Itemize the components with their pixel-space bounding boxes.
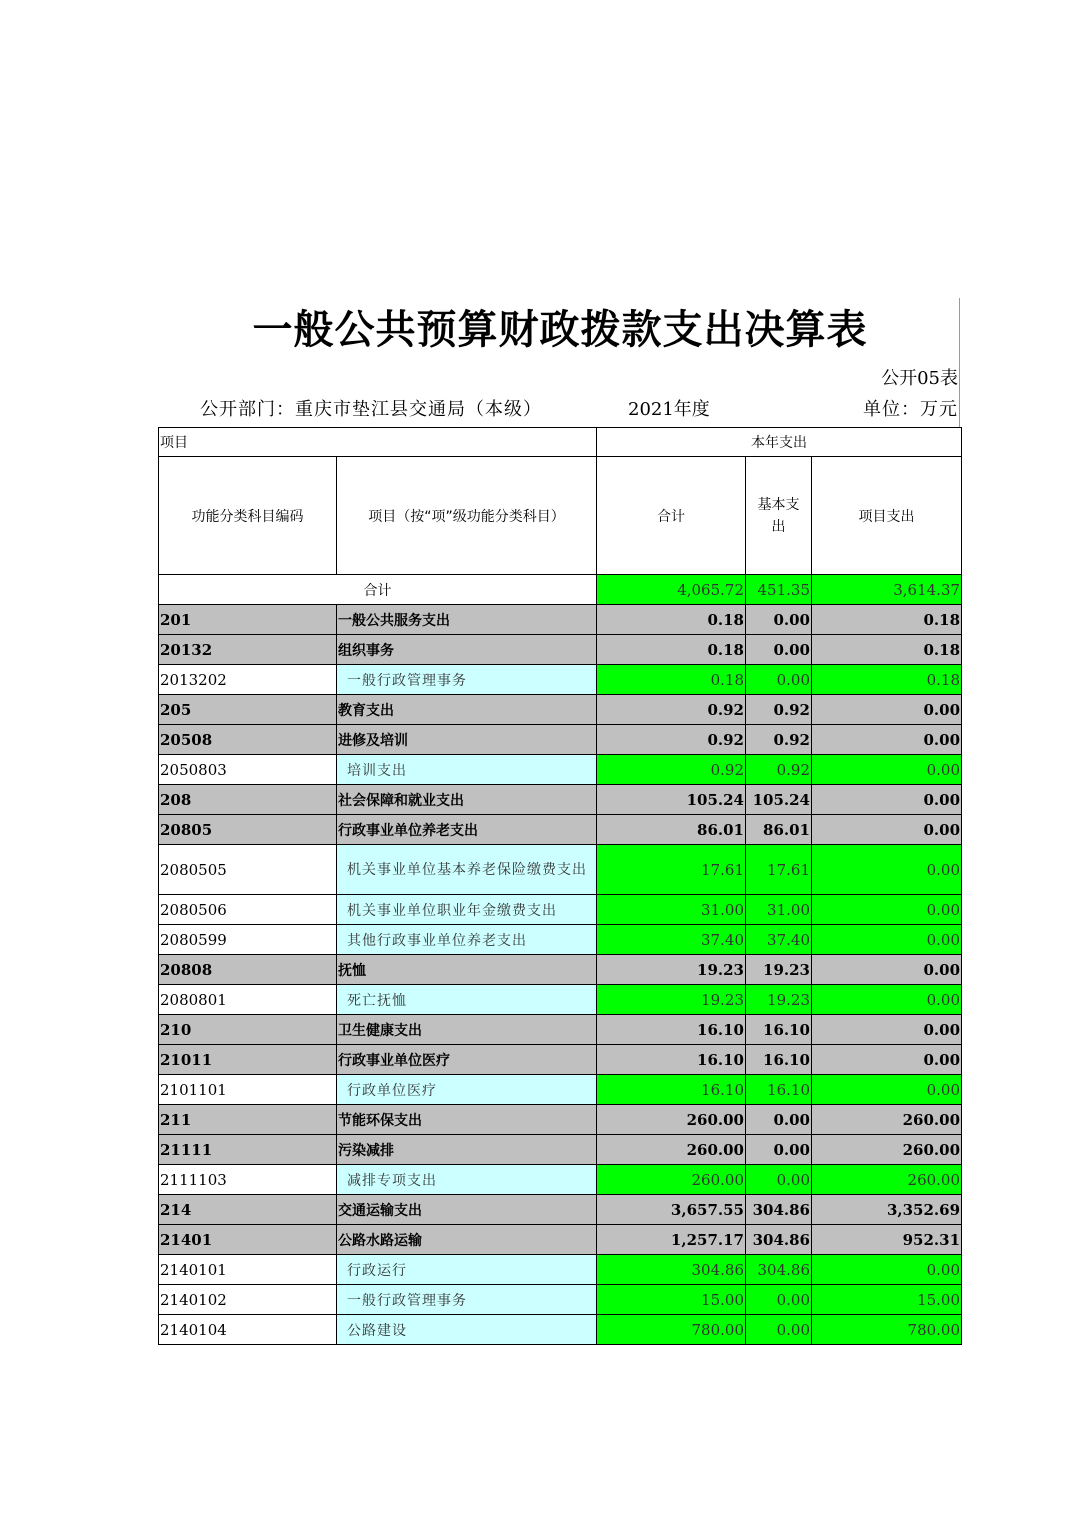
- unit-label: 单位：万元: [863, 399, 958, 420]
- table-row: [159, 1105, 962, 1135]
- row-basic: 304.86: [746, 1225, 812, 1255]
- table-row: [159, 1135, 962, 1165]
- row-code: 2111103: [159, 1165, 337, 1195]
- row-basic: 0.00: [746, 665, 812, 695]
- row-total: 0.18: [597, 605, 746, 635]
- fiscal-year: 2021年度: [628, 399, 710, 420]
- row-name: 一般行政管理事务: [337, 1285, 597, 1315]
- row-name: 减排专项支出: [337, 1165, 597, 1195]
- row-project: 0.00: [812, 1255, 962, 1285]
- row-code: 2101101: [159, 1075, 337, 1105]
- row-total: 16.10: [597, 1075, 746, 1105]
- row-total: 260.00: [597, 1165, 746, 1195]
- row-code: 21111: [159, 1135, 337, 1165]
- table-row: [159, 665, 962, 695]
- row-code: 2080801: [159, 985, 337, 1015]
- header-project-expense: 项目支出: [812, 457, 962, 575]
- header-this-year: 本年支出: [597, 428, 962, 457]
- row-name: 公路建设: [337, 1315, 597, 1345]
- table-row: [159, 845, 962, 895]
- row-total: 304.86: [597, 1255, 746, 1285]
- row-project: 0.00: [812, 955, 962, 985]
- row-total: 260.00: [597, 1105, 746, 1135]
- row-basic: 0.00: [746, 1165, 812, 1195]
- header-total: 合计: [597, 457, 746, 575]
- row-total: 31.00: [597, 895, 746, 925]
- row-code: 21401: [159, 1225, 337, 1255]
- row-name: 行政事业单位养老支出: [337, 815, 597, 845]
- table-row: [159, 1045, 962, 1075]
- row-basic: 0.00: [746, 1105, 812, 1135]
- row-project: 3,352.69: [812, 1195, 962, 1225]
- table-row: [159, 695, 962, 725]
- row-total: 3,657.55: [597, 1195, 746, 1225]
- total-basic: 451.35: [746, 575, 812, 605]
- table-row: [159, 895, 962, 925]
- row-project: 0.00: [812, 755, 962, 785]
- row-project: 952.31: [812, 1225, 962, 1255]
- row-basic: 31.00: [746, 895, 812, 925]
- row-basic: 37.40: [746, 925, 812, 955]
- header-row-2: [159, 457, 962, 575]
- row-project: 0.00: [812, 845, 962, 895]
- budget-table: [158, 427, 962, 1345]
- row-name: 组织事务: [337, 635, 597, 665]
- table-row: [159, 725, 962, 755]
- row-total: 0.92: [597, 725, 746, 755]
- row-basic: 16.10: [746, 1045, 812, 1075]
- row-project: 0.00: [812, 695, 962, 725]
- row-code: 208: [159, 785, 337, 815]
- total-project: 3,614.37: [812, 575, 962, 605]
- row-name: 其他行政事业单位养老支出: [337, 925, 597, 955]
- row-name: 抚恤: [337, 955, 597, 985]
- row-basic: 0.00: [746, 1285, 812, 1315]
- row-basic: 17.61: [746, 845, 812, 895]
- row-project: 0.00: [812, 1045, 962, 1075]
- table-row: [159, 1225, 962, 1255]
- row-code: 205: [159, 695, 337, 725]
- row-name: 交通运输支出: [337, 1195, 597, 1225]
- row-code: 210: [159, 1015, 337, 1045]
- row-project: 260.00: [812, 1135, 962, 1165]
- row-project: 0.00: [812, 985, 962, 1015]
- table-row: [159, 1315, 962, 1345]
- table-row: [159, 955, 962, 985]
- header-basic: 基本支出: [746, 457, 812, 575]
- table-row: [159, 815, 962, 845]
- row-code: 2140104: [159, 1315, 337, 1345]
- row-name: 一般行政管理事务: [337, 665, 597, 695]
- row-code: 21011: [159, 1045, 337, 1075]
- row-name: 行政运行: [337, 1255, 597, 1285]
- row-basic: 304.86: [746, 1195, 812, 1225]
- row-name: 机关事业单位基本养老保险缴费支出: [337, 845, 597, 895]
- row-code: 2050803: [159, 755, 337, 785]
- row-basic: 0.00: [746, 635, 812, 665]
- row-total: 105.24: [597, 785, 746, 815]
- row-name: 卫生健康支出: [337, 1015, 597, 1045]
- row-project: 0.00: [812, 1015, 962, 1045]
- row-project: 780.00: [812, 1315, 962, 1345]
- right-margin-line: [959, 298, 960, 428]
- row-total: 15.00: [597, 1285, 746, 1315]
- row-total: 0.92: [597, 695, 746, 725]
- row-name: 机关事业单位职业年金缴费支出: [337, 895, 597, 925]
- row-name: 一般公共服务支出: [337, 605, 597, 635]
- table-row: [159, 755, 962, 785]
- row-basic: 16.10: [746, 1075, 812, 1105]
- row-project: 0.00: [812, 815, 962, 845]
- table-row: [159, 1285, 962, 1315]
- row-project: 0.00: [812, 895, 962, 925]
- row-total: 19.23: [597, 955, 746, 985]
- header-code: 功能分类科目编码: [159, 457, 337, 575]
- row-code: 20508: [159, 725, 337, 755]
- row-code: 2013202: [159, 665, 337, 695]
- row-name: 污染减排: [337, 1135, 597, 1165]
- row-project: 0.00: [812, 785, 962, 815]
- row-basic: 19.23: [746, 955, 812, 985]
- row-project: 0.18: [812, 605, 962, 635]
- row-total: 0.18: [597, 635, 746, 665]
- row-total: 0.18: [597, 665, 746, 695]
- row-name: 进修及培训: [337, 725, 597, 755]
- row-name: 公路水路运输: [337, 1225, 597, 1255]
- row-code: 2080505: [159, 845, 337, 895]
- row-project: 0.18: [812, 665, 962, 695]
- row-code: 201: [159, 605, 337, 635]
- row-name: 教育支出: [337, 695, 597, 725]
- table-row: [159, 785, 962, 815]
- total-row: [159, 575, 962, 605]
- table-row: [159, 1165, 962, 1195]
- row-basic: 19.23: [746, 985, 812, 1015]
- row-code: 2080506: [159, 895, 337, 925]
- header-row-1: [159, 428, 962, 457]
- table-row: [159, 635, 962, 665]
- table-row: [159, 1195, 962, 1225]
- row-code: 2080599: [159, 925, 337, 955]
- row-basic: 0.92: [746, 725, 812, 755]
- row-basic: 105.24: [746, 785, 812, 815]
- form-number: 公开05表: [881, 368, 958, 389]
- row-total: 16.10: [597, 1045, 746, 1075]
- table-row: [159, 605, 962, 635]
- row-total: 260.00: [597, 1135, 746, 1165]
- row-total: 17.61: [597, 845, 746, 895]
- row-project: 0.00: [812, 725, 962, 755]
- row-name: 社会保障和就业支出: [337, 785, 597, 815]
- row-basic: 0.00: [746, 1315, 812, 1345]
- row-name: 行政单位医疗: [337, 1075, 597, 1105]
- row-name: 培训支出: [337, 755, 597, 785]
- row-basic: 0.00: [746, 1135, 812, 1165]
- table-row: [159, 925, 962, 955]
- row-code: 214: [159, 1195, 337, 1225]
- table-row: [159, 985, 962, 1015]
- row-total: 86.01: [597, 815, 746, 845]
- row-project: 260.00: [812, 1165, 962, 1195]
- row-basic: 86.01: [746, 815, 812, 845]
- row-total: 16.10: [597, 1015, 746, 1045]
- header-item: 项目（按“项”级功能分类科目）: [337, 457, 597, 575]
- department-label: 公开部门：重庆市垫江县交通局（本级）: [200, 399, 542, 420]
- row-code: 211: [159, 1105, 337, 1135]
- table-row: [159, 1075, 962, 1105]
- row-total: 19.23: [597, 985, 746, 1015]
- row-project: 0.00: [812, 1075, 962, 1105]
- row-name: 节能环保支出: [337, 1105, 597, 1135]
- header-project: 项目: [159, 428, 597, 457]
- total-sum: 4,065.72: [597, 575, 746, 605]
- row-project: 15.00: [812, 1285, 962, 1315]
- row-code: 2140101: [159, 1255, 337, 1285]
- row-code: 20805: [159, 815, 337, 845]
- row-code: 20132: [159, 635, 337, 665]
- row-basic: 304.86: [746, 1255, 812, 1285]
- row-basic: 0.92: [746, 755, 812, 785]
- row-basic: 0.92: [746, 695, 812, 725]
- row-name: 死亡抚恤: [337, 985, 597, 1015]
- row-total: 780.00: [597, 1315, 746, 1345]
- row-total: 37.40: [597, 925, 746, 955]
- row-basic: 0.00: [746, 605, 812, 635]
- row-project: 260.00: [812, 1105, 962, 1135]
- row-project: 0.18: [812, 635, 962, 665]
- total-label: 合计: [159, 575, 597, 605]
- table-row: [159, 1015, 962, 1045]
- row-total: 0.92: [597, 755, 746, 785]
- row-code: 2140102: [159, 1285, 337, 1315]
- row-total: 1,257.17: [597, 1225, 746, 1255]
- row-project: 0.00: [812, 925, 962, 955]
- row-code: 20808: [159, 955, 337, 985]
- page-title: 一般公共预算财政拨款支出决算表: [252, 306, 868, 353]
- row-name: 行政事业单位医疗: [337, 1045, 597, 1075]
- table-row: [159, 1255, 962, 1285]
- row-basic: 16.10: [746, 1015, 812, 1045]
